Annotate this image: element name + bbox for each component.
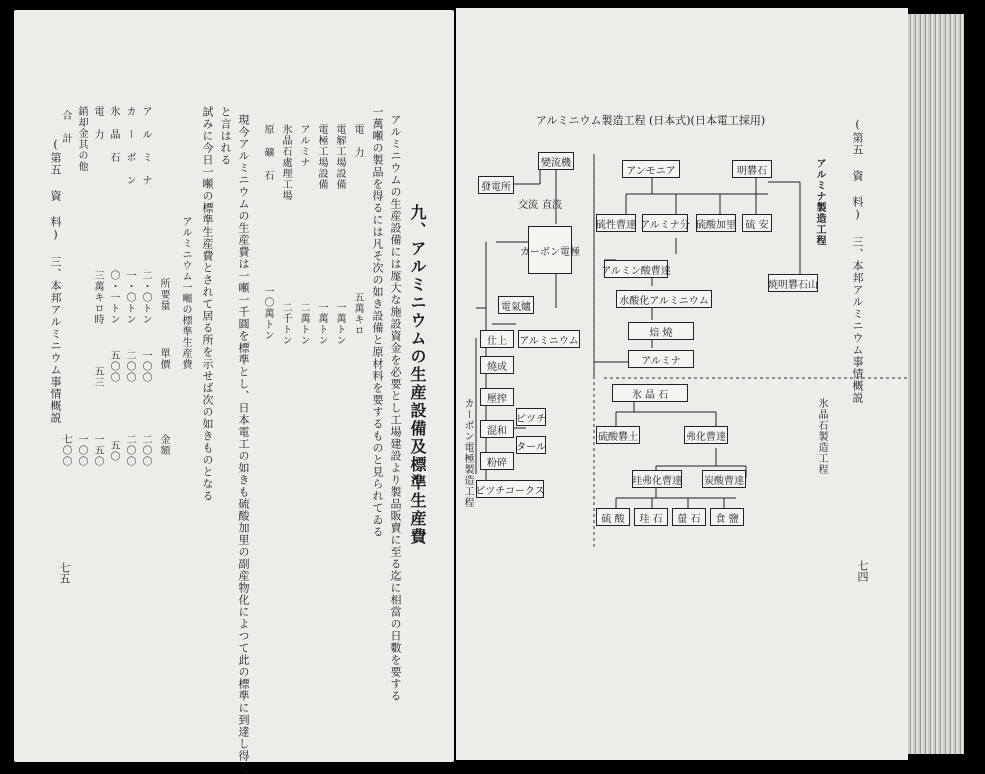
- equipment-value: 一萬トン: [334, 302, 345, 346]
- cost-item: 銷却金其の他: [76, 106, 87, 172]
- section-title: 九、アルミニウムの生産設備及標準生産費: [408, 204, 427, 546]
- silicofluoride-box: 珪弗化曹達: [632, 470, 682, 488]
- cost-unit: 五〇〇: [108, 350, 119, 383]
- alunite-box: 明礬石: [732, 160, 772, 178]
- diagram-title: アルミニウム製造工程 (日本式)(日本電工採用): [536, 114, 766, 127]
- ammonium-box: 硫 安: [742, 214, 772, 232]
- cost-item: カ ー ボ ン: [124, 106, 135, 186]
- cost-req: 三萬キロ時: [92, 270, 103, 325]
- alumina-section-label: アルミナ製造工程: [814, 158, 825, 246]
- equipment-name: 原 礦 石: [262, 124, 273, 181]
- tar-box: タール: [516, 436, 546, 454]
- equipment-name: アルミナ: [298, 124, 309, 168]
- cost-unit: 五三: [92, 366, 103, 388]
- ammonia-box: アンモニア: [622, 160, 680, 178]
- cost-amount: 二〇〇: [140, 434, 151, 467]
- body-line-4: と言はれる: [219, 106, 232, 166]
- finishing-box: 仕上: [480, 330, 514, 348]
- calcining-box: 焙 燒: [628, 322, 694, 340]
- mixing-box: 混和: [480, 420, 514, 438]
- burnt-alunite-box: 焼明礬石山: [768, 274, 818, 292]
- cost-item: 氷 晶 石: [108, 106, 119, 163]
- cost-amount: 一〇〇: [76, 434, 87, 467]
- aluminium-box: アルミニウム: [518, 330, 580, 348]
- body-line-2: 一萬噸の製品を得るには凡そ次の如き設備と原材料を要するものと見られてゐる: [371, 106, 384, 538]
- power-station-box: 發電所: [478, 176, 514, 194]
- cost-item: 電 力: [92, 106, 103, 140]
- cost-item: 合 計: [60, 110, 71, 144]
- carbon-electrode-box: カーボン電極: [528, 226, 572, 274]
- cost-table-title: アルミニウム一噸の標準生産費: [180, 216, 191, 370]
- right-page: [456, 8, 908, 760]
- cost-req: 二・〇トン: [140, 270, 151, 325]
- soda-ash-box: 炭酸曹達: [702, 470, 746, 488]
- book-page-edges: [908, 14, 964, 754]
- cost-amount: 二〇〇: [124, 434, 135, 467]
- silica-box: 珪 石: [634, 508, 668, 526]
- cryolite-box: 氷 晶 石: [612, 384, 688, 402]
- equipment-value: 一〇萬トン: [262, 286, 273, 341]
- cost-header-unit: 單價: [158, 348, 169, 370]
- electrolysis-box: 電氣爐: [498, 296, 534, 314]
- sodium-aluminate-box: アルミン酸曹達: [604, 260, 668, 278]
- equipment-value: 五萬キロ: [352, 292, 363, 336]
- grinding-box: 粉碎: [480, 452, 514, 470]
- pressing-box: 壓搾: [480, 388, 514, 406]
- equipment-value: 二萬トン: [298, 302, 309, 346]
- firing-box: 燒成: [480, 356, 514, 374]
- alumina-sep-box: アルミナ分: [642, 214, 688, 232]
- cost-unit: 二〇〇: [124, 350, 135, 383]
- potash-box: 硫性曹達: [596, 214, 636, 232]
- cost-amount: 五〇: [108, 440, 119, 462]
- cryolite-section-label: 氷晶石製造工程: [816, 398, 827, 475]
- cost-req: 〇・一トン: [108, 270, 119, 325]
- body-line-1: アルミニウムの生産設備には厖大な施設資金を必要とし工場建設より製品販賣に至る迄に相當の日數を要する: [389, 114, 402, 702]
- carbon-section-label: カーボン電極製造工程: [462, 398, 473, 508]
- left-page: [14, 10, 454, 774]
- equipment-value: 二千トン: [280, 302, 291, 346]
- running-head-right: (第五 資 料) 三、本邦アルミニウム事情概説: [851, 118, 864, 404]
- aluminium-hydroxide-box: 水酸化アルミニウム: [616, 290, 712, 308]
- body-line-3: 現今アルミニウムの生産費は一噸一千圓を標準とし、日本電工の如きも硫酸加里の副産物化によつて此の標準に到達し得た: [237, 114, 250, 774]
- equipment-name: 電 力: [352, 124, 363, 158]
- cost-req: 一・〇トン: [124, 270, 135, 325]
- sodium-fluoride-box: 弗化曹達: [684, 426, 728, 444]
- rectifier-box: 變流機: [538, 152, 574, 170]
- equipment-value: 一萬トン: [316, 302, 327, 346]
- pitch-box: ピツチ: [516, 408, 546, 426]
- fluorspar-box: 螢 石: [672, 508, 706, 526]
- equipment-name: 氷晶石處理工場: [280, 124, 291, 201]
- running-head-left: (第五 資 料) 三、本邦アルミニウム事情概説: [49, 138, 62, 424]
- cost-item: ア ル ミ ナ: [140, 106, 151, 186]
- cost-amount: 七〇〇: [60, 434, 71, 467]
- sulfuric-box: 硫 酸: [596, 508, 630, 526]
- pitch-coke-box: ピツチコークス: [476, 480, 544, 498]
- fluorite-box: 硫酸礬土: [596, 426, 640, 444]
- ac-label: 交流: [518, 200, 538, 211]
- cost-header-req: 所要量: [158, 278, 169, 311]
- page-number-right: 七四: [856, 560, 869, 582]
- equipment-name: 電極工場設備: [316, 124, 327, 190]
- sulfate-potash-box: 硫酸加里: [696, 214, 736, 232]
- equipment-name: 電解工場設備: [334, 124, 345, 190]
- cost-header-amount: 金額: [158, 434, 169, 456]
- alumina-box: アルミナ: [628, 350, 694, 368]
- body-line-5: 試みに今日一噸の標準生産費とされて居る所を示せば次の如きものとなる: [201, 106, 214, 502]
- cost-amount: 一五〇: [92, 434, 103, 467]
- page-number-left: 七五: [58, 562, 71, 584]
- cost-unit: 一〇〇: [140, 350, 151, 383]
- salt-box: 食 鹽: [710, 508, 744, 526]
- dc-label: 直流: [542, 200, 562, 211]
